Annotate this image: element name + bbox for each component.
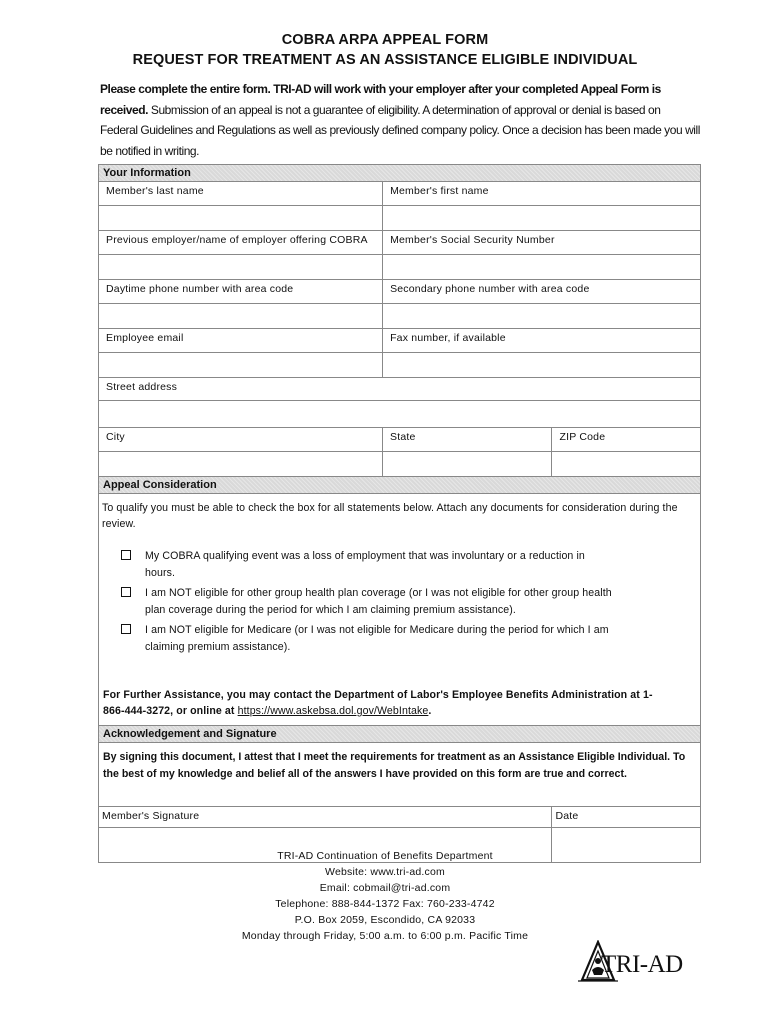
- label-daytime-phone: Daytime phone number with area code: [99, 280, 383, 303]
- label-fax: Fax number, if available: [390, 332, 506, 344]
- fax-field[interactable]: [383, 353, 700, 377]
- employer-field[interactable]: [99, 255, 383, 279]
- ssn-field[interactable]: [383, 255, 700, 279]
- form-subtitle: REQUEST FOR TREATMENT AS AN ASSISTANCE ELIGIBLE INDIVIDUAL: [132, 52, 638, 68]
- assist-text: For Further Assistance, you may contact the Department of Labor's Employee Benefits Administration at 1-866-444-3272, or online at: [103, 689, 653, 717]
- first-name-field[interactable]: [383, 206, 700, 230]
- secondary-phone-field[interactable]: [383, 304, 700, 328]
- daytime-phone-field[interactable]: [99, 304, 383, 328]
- footer-dept: TRI-AD Continuation of Benefits Department: [277, 850, 493, 862]
- label-street: Street address: [106, 381, 178, 393]
- label-zip: ZIP Code: [559, 431, 606, 443]
- statement-1-checkbox[interactable]: [121, 550, 131, 560]
- section-your-information: Your Information: [99, 165, 700, 182]
- assist-end: .: [428, 705, 432, 717]
- statement-2-text: I am NOT eligible for other group health plan coverage (or I was not eligible for other group health plan coverage during the period for which I am claiming premium assistance).: [145, 587, 612, 616]
- statement-3-text: I am NOT eligible for Medicare (or I was not eligible for Medicare during the period for which I am claiming premium assistance).: [145, 624, 609, 653]
- label-city: City: [99, 428, 383, 451]
- statement-1: [121, 548, 615, 581]
- label-signature: Member's Signature: [99, 807, 552, 827]
- further-assistance: [103, 687, 663, 719]
- label-employer: Previous employer/name of employer offering COBRA: [99, 231, 383, 254]
- last-name-field[interactable]: [99, 206, 383, 230]
- acknowledgement-text: By signing this document, I attest that I meet the requirements for treatment as an Assistance Eligible Individual. To the best of my knowledge and belief all of the answers I have provided on this form are true and correct.: [99, 743, 700, 807]
- label-last-name: Member's last name: [99, 182, 383, 205]
- label-state: State: [383, 428, 552, 451]
- intro-paragraph: [100, 79, 700, 161]
- statement-3: [121, 622, 615, 655]
- footer-website: Website: www.tri-ad.com: [325, 866, 445, 878]
- statement-2-checkbox[interactable]: [121, 587, 131, 597]
- statement-2: [121, 585, 615, 618]
- footer-contact: [0, 848, 770, 944]
- state-field[interactable]: [383, 452, 552, 476]
- intro-bold: Please complete the entire form. TRI-AD will work with your employer after your completed Appeal Form is received.: [100, 82, 661, 117]
- label-ssn: Member's Social Security Number: [390, 234, 555, 246]
- zip-field[interactable]: [552, 452, 700, 476]
- street-field[interactable]: [99, 401, 700, 427]
- footer-hours: Monday through Friday, 5:00 a.m. to 6:00 p.m. Pacific Time: [241, 930, 529, 942]
- tri-ad-logo-text: TRI-AD: [601, 951, 683, 978]
- appeal-instructions: To qualify you must be able to check the box for all statements below. Attach any documents for consideration during the review.: [102, 502, 678, 530]
- footer-email: Email: cobmail@tri-ad.com: [319, 882, 451, 894]
- footer-address: P.O. Box 2059, Escondido, CA 92033: [294, 914, 476, 926]
- label-secondary-phone: Secondary phone number with area code: [390, 283, 590, 295]
- label-first-name: Member's first name: [390, 185, 489, 197]
- appeal-form: [98, 164, 701, 863]
- footer-phone: Telephone: 888-844-1372 Fax: 760-233-4742: [275, 898, 495, 910]
- appeal-body: [99, 494, 700, 726]
- label-email: Employee email: [99, 329, 383, 352]
- form-title: COBRA ARPA APPEAL FORM: [281, 32, 489, 48]
- askebsa-link[interactable]: https://www.askebsa.dol.gov/WebIntake: [237, 705, 429, 717]
- email-field[interactable]: [99, 353, 383, 377]
- statement-1-text: My COBRA qualifying event was a loss of employment that was involuntary or a reduction in hours.: [145, 550, 585, 579]
- statement-3-checkbox[interactable]: [121, 624, 131, 634]
- city-field[interactable]: [99, 452, 383, 476]
- intro-text: Submission of an appeal is not a guarantee of eligibility. A determination of approval or denial is based on Federal Guidelines and Regulations as well as previously defined company policy. Once a decision has been made you will be notified in writing.: [100, 102, 700, 158]
- label-date: Date: [555, 810, 579, 822]
- section-appeal-consideration: Appeal Consideration: [99, 477, 700, 494]
- section-acknowledgement: Acknowledgement and Signature: [99, 726, 700, 743]
